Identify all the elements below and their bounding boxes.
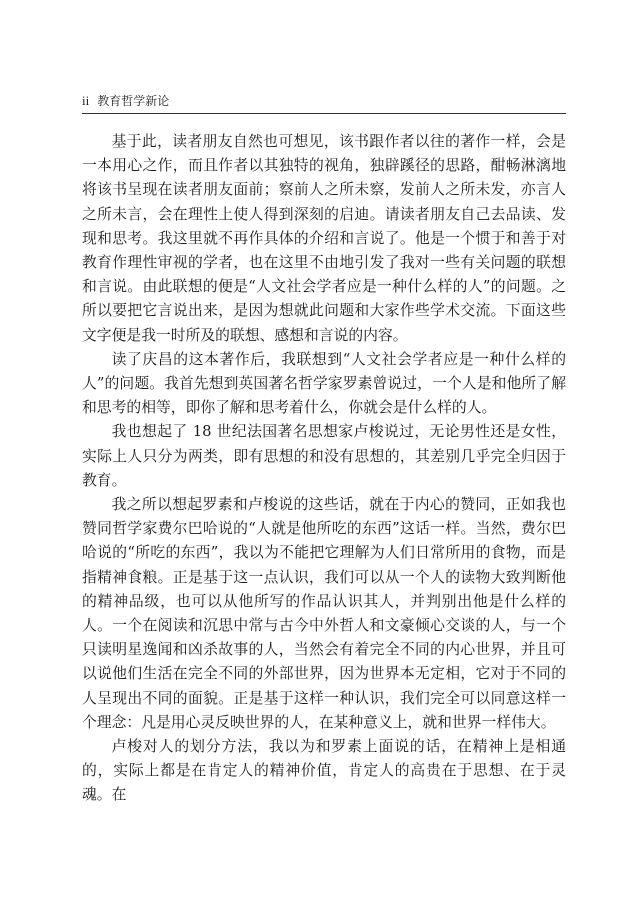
- paragraph: 基于此，读者朋友自然也可想见，该书跟作者以往的著作一样，会是一本用心之作，而且作者以其独特的视角，独辟蹊径的思路，酣畅淋漓地将该书呈现在读者朋友面前；察前人之所未察，发前人之所未发，亦言人之所未言，会在理性上使人得到深刻的启迪。请读者朋友自己去品读、发现和思考。我这里就不再作具体的介绍和言说了。他是一个惯于和善于对教育作理性审视的学者，也在这里不由地引发了我对一些有关问题的联想和言说。由此联想的便是“人文社会学者应是一种什么样的人”的问题。之所以要把它言说出来，是因为想就此问题和大家作些学术交流。下面这些文字便是我一时所及的联想、感想和言说的内容。: [82, 133, 566, 344]
- running-head: [82, 93, 169, 109]
- body-text: [82, 130, 566, 808]
- paragraph: 读了庆昌的这本著作后，我联想到“人文社会学者应是一种什么样的人”的问题。我首先想到英国著名哲学家罗素曾说过，一个人是和他所了解和思考的相等，即你了解和思考着什么，你就会是什么样的人。: [82, 350, 566, 417]
- paragraph: 我也想起了 18 世纪法国著名思想家卢梭说过，无论男性还是女性，实际上人只分为两类，即有思想的和没有思想的，其差别几乎完全归因于教育。: [82, 423, 566, 489]
- paragraph: 卢梭对人的划分方法，我以为和罗素上面说的话，在精神上是相通的，实际上都是在肯定人的精神价值，肯定人的高贵在于思想、在于灵魂。在: [82, 738, 566, 804]
- paragraph: 我之所以想起罗素和卢梭说的这些话，就在于内心的赞同，正如我也赞同哲学家费尔巴哈说的“人就是他所吃的东西”这话一样。当然，费尔巴哈说的“所吃的东西”，我以为不能把它理解为人们日常所用的食物，而是指精神食粮。正是基于这一点认识，我们可以从一个人的读物大致判断他的精神品级，也可以从他所写的作品认识其人，并判别出他是什么样的人。一个在阅读和沉思中常与古今中外哲人和文豪倾心交谈的人，与一个只读明星逸闻和凶杀故事的人，当然会有着完全不同的内心世界，并且可以说他们生活在完全不同的外部世界，因为世界本无定相，它对于不同的人呈现出不同的面貌。正是基于这样一种认识，我们完全可以同意这样一个理念：凡是用心灵反映世界的人，在某种意义上，就和世界一样伟大。: [82, 496, 566, 731]
- running-head-title: 教育哲学新论: [97, 94, 170, 108]
- page-number: ii: [82, 93, 90, 108]
- header-rule: [82, 113, 566, 114]
